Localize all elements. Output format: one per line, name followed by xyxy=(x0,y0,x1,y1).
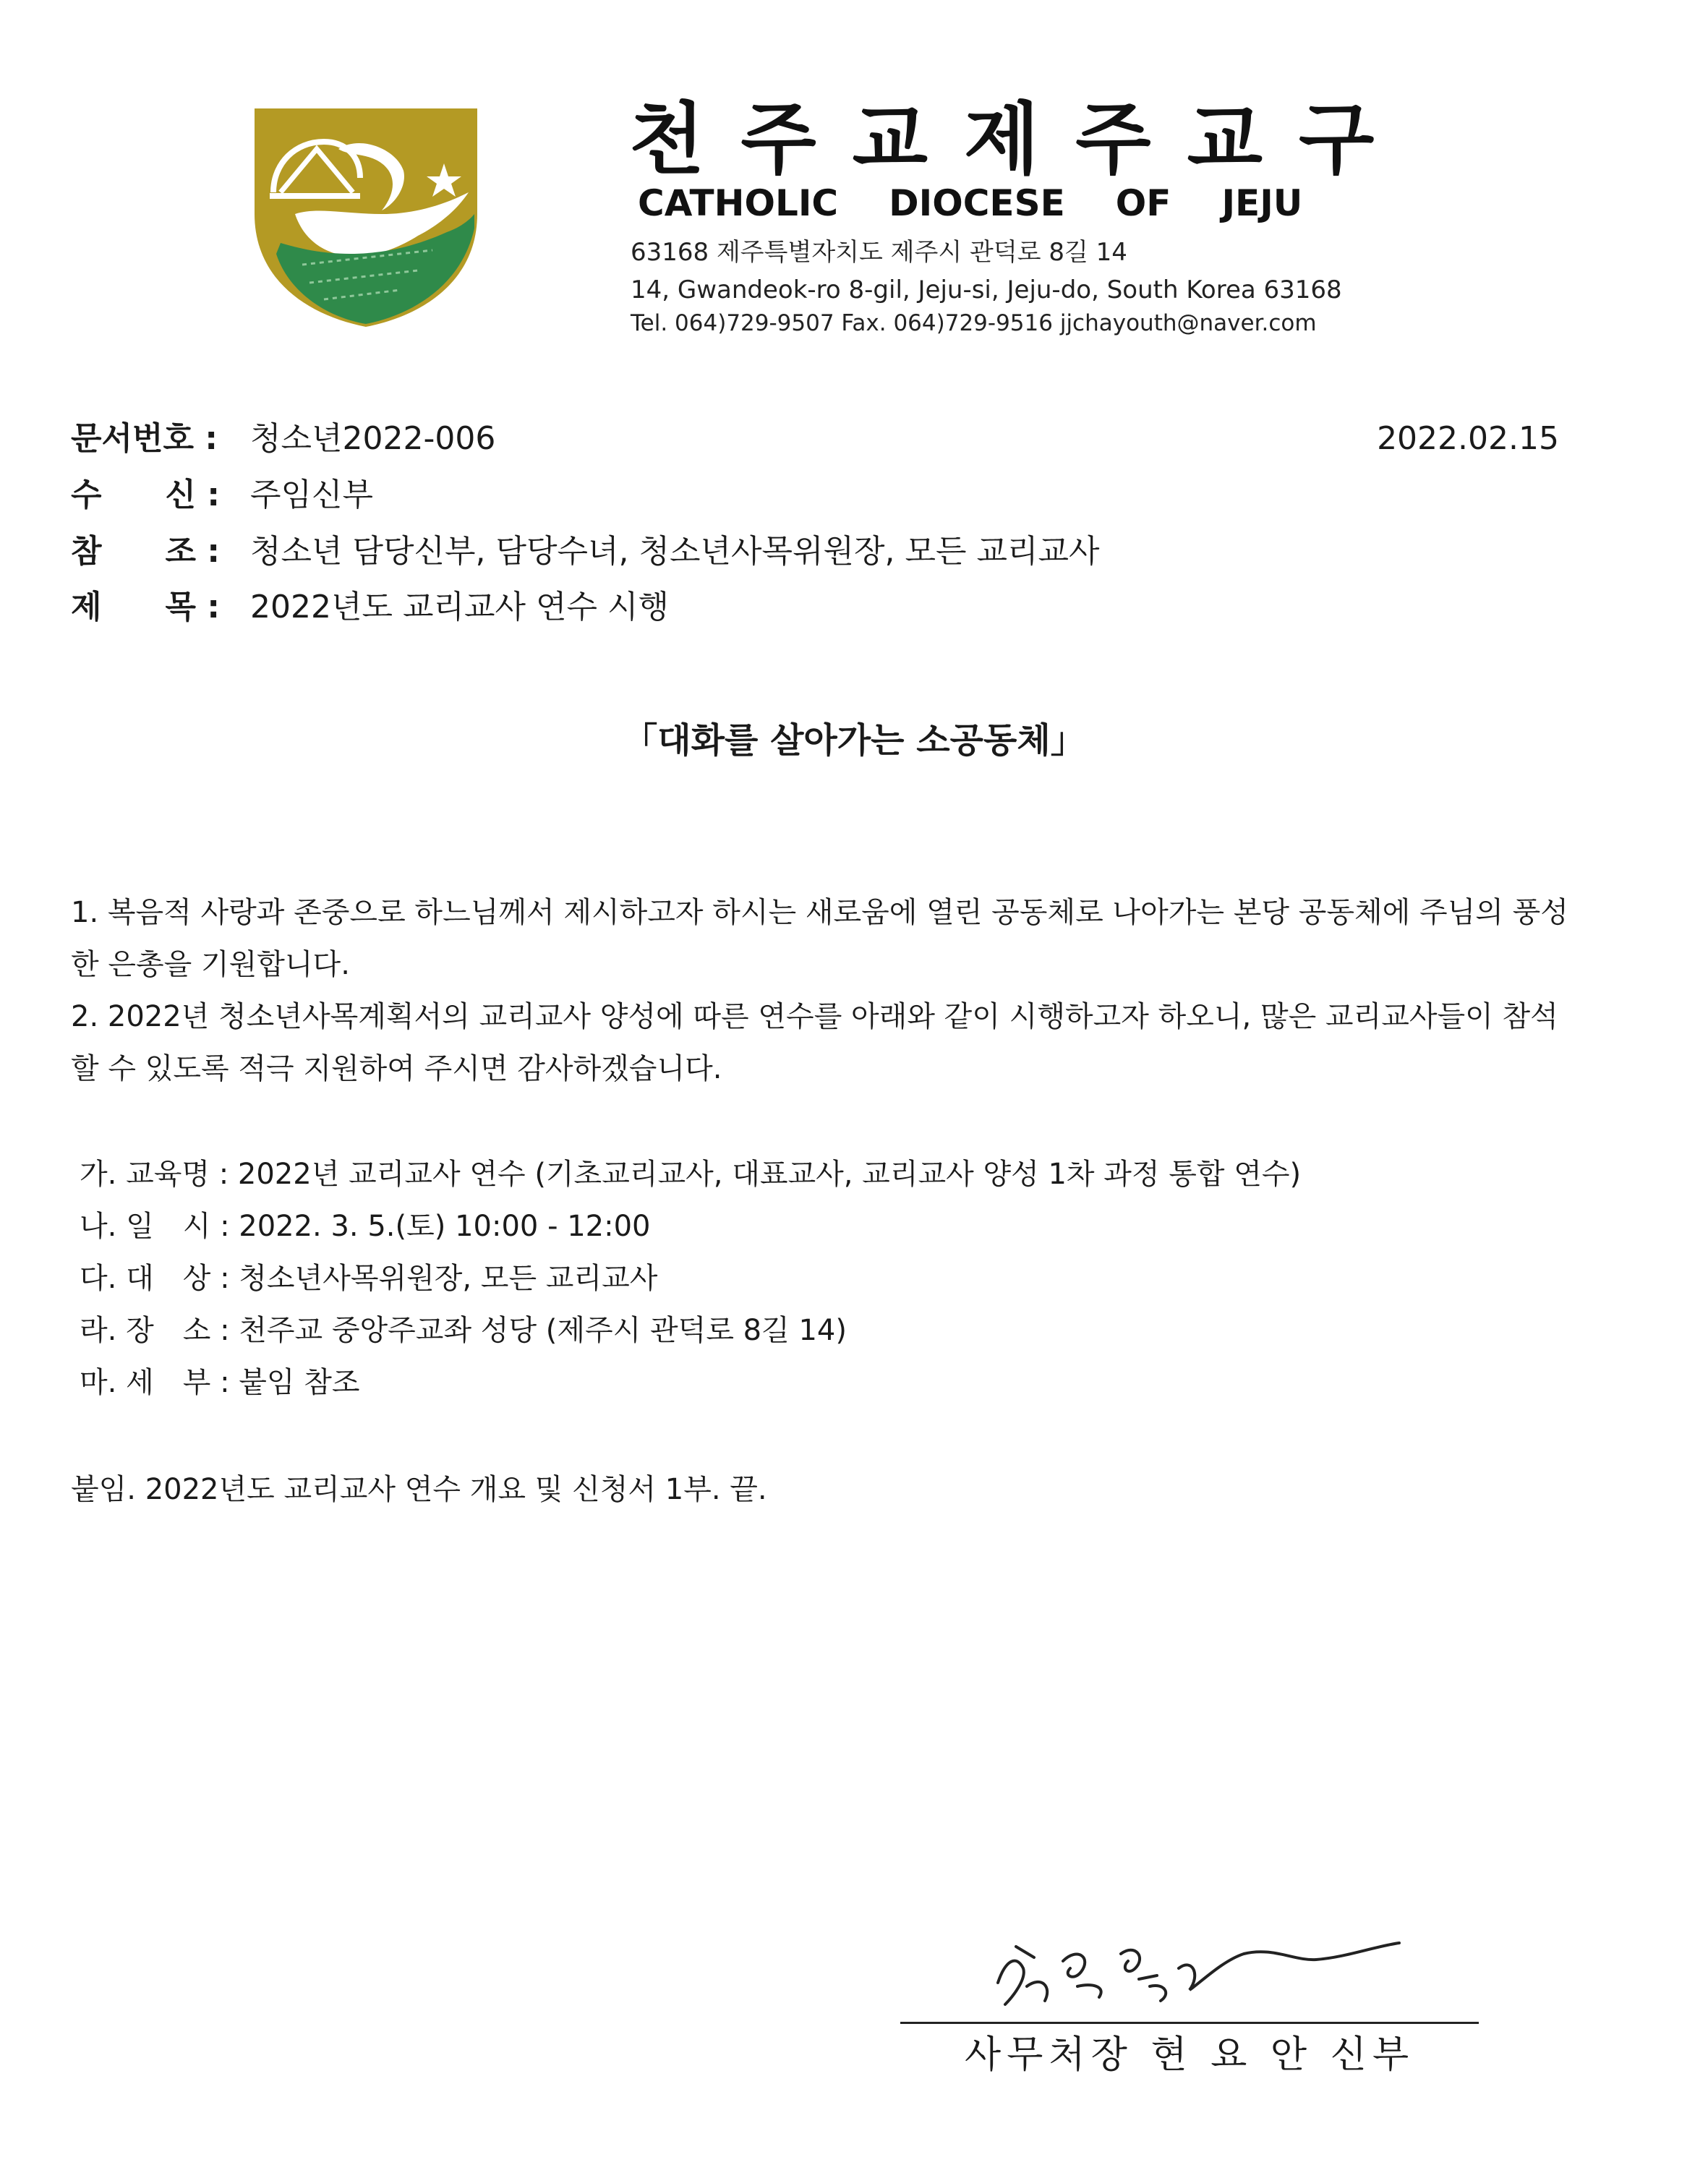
handwritten-signature xyxy=(983,1918,1403,2019)
field-label: 수 신 : xyxy=(71,477,220,513)
org-name-english xyxy=(638,182,1303,224)
diocese-crest-logo xyxy=(252,106,480,330)
document-date: 2022.02.15 xyxy=(1377,420,1559,457)
body-paragraph: 2. 2022년 청소년사목계획서의 교리교사 양성에 따른 연수를 아래와 같이 시행하고자 하오니, 많은 교리교사들이 참석할 수 있도록 적극 지원하여 주시면 감사하겠습니다. xyxy=(71,1000,1558,1085)
field-recipient xyxy=(71,479,373,511)
attachment-note: 붙임. 2022년도 교리교사 연수 개요 및 신청서 1부. 끝. xyxy=(71,1473,767,1506)
detail-item: 가. 교육명 : 2022년 교리교사 연수 (기초교리교사, 대표교사, 교리교사 양성 1차 과정 통합 연수) xyxy=(80,1158,1302,1191)
address-english: 14, Gwandeok-ro 8-gil, Jeju-si, Jeju-do, South Korea 63168 xyxy=(631,276,1342,304)
field-value: 주임신부 xyxy=(250,477,374,513)
org-name-en-word: OF xyxy=(1115,182,1171,224)
org-name-en-word: CATHOLIC xyxy=(638,182,839,224)
detail-item: 마. 세 부 : 붙임 참조 xyxy=(80,1366,360,1399)
field-label: 제 목 : xyxy=(71,589,220,625)
org-name-korean: 천주교제주교구 xyxy=(629,95,1411,185)
detail-item: 다. 대 상 : 청소년사목위원장, 모든 교리교사 xyxy=(80,1262,658,1295)
signer-name: 사무처장 현 요 안 신부 xyxy=(964,2033,1415,2077)
field-value: 2022년도 교리교사 연수 시행 xyxy=(250,589,669,625)
field-reference xyxy=(71,533,1100,570)
field-value: 청소년2022-006 xyxy=(250,420,496,457)
signature-line xyxy=(900,2022,1479,2024)
field-label: 문서번호 : xyxy=(71,420,218,457)
address-korean: 63168 제주특별자치도 제주시 관덕로 8길 14 xyxy=(631,238,1127,267)
theme-title: 「대화를 살아가는 소공동체」 xyxy=(623,720,1085,761)
detail-item: 라. 장 소 : 천주교 중앙주교좌 성당 (제주시 관덕로 8길 14) xyxy=(80,1314,847,1347)
org-name-en-word: JEJU xyxy=(1221,182,1303,224)
body-paragraph: 1. 복음적 사랑과 존중으로 하느님께서 제시하고자 하시는 새로움에 열린 공동체로 나아가는 본당 공동체에 주님의 풍성한 은총을 기원합니다. xyxy=(71,896,1568,981)
field-label: 참 조 : xyxy=(71,533,220,570)
field-value: 청소년 담당신부, 담당수녀, 청소년사목위원장, 모든 교리교사 xyxy=(250,533,1100,570)
contact-info: Tel. 064)729-9507 Fax. 064)729-9516 jjchayouth@naver.com xyxy=(631,310,1317,336)
org-name-en-word: DIOCESE xyxy=(889,182,1065,224)
detail-item: 나. 일 시 : 2022. 3. 5.(토) 10:00 - 12:00 xyxy=(80,1210,651,1243)
field-subject xyxy=(71,591,669,623)
field-document-number xyxy=(71,420,496,457)
